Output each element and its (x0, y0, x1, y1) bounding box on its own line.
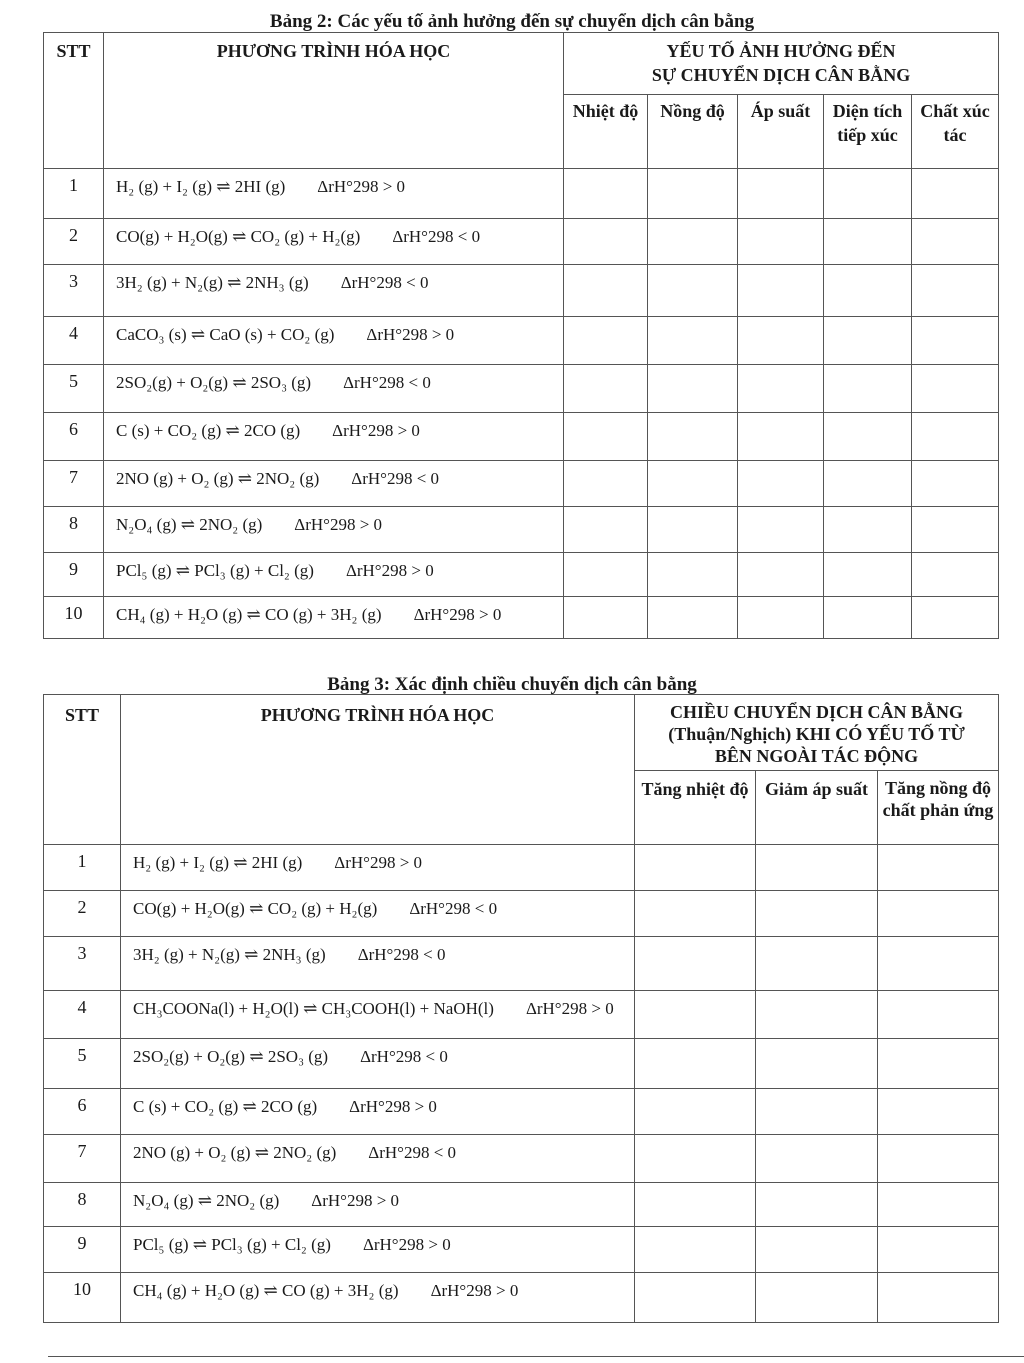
answer-cell[interactable] (738, 461, 824, 507)
answer-cell[interactable] (738, 169, 824, 219)
table2-subheader: Chất xúc tác (912, 95, 999, 169)
answer-cell[interactable] (635, 937, 756, 991)
table3-row (44, 991, 999, 1039)
answer-cell[interactable] (878, 1089, 999, 1135)
table3-row (44, 1227, 999, 1273)
enthalpy-text: ΔrH°298 > 0 (294, 515, 383, 534)
equation-cell (104, 507, 564, 553)
equation-text: CO(g) + H₂O(g) ⇌ CO₂ (g) + H₂(g) (116, 227, 361, 246)
answer-cell[interactable] (878, 845, 999, 891)
equation-cell (121, 1273, 635, 1323)
enthalpy-text: ΔrH°298 > 0 (349, 1097, 437, 1116)
table3-row (44, 1089, 999, 1135)
equation-text: PCl₅ (g) ⇌ PCl₃ (g) + Cl₂ (g) (133, 1235, 331, 1254)
equation-cell (104, 169, 564, 219)
table3-subheader: Tăng nồng độ chất phản ứng (878, 771, 999, 845)
answer-cell[interactable] (756, 1039, 878, 1089)
equation-text: CaCO₃ (s) ⇌ CaO (s) + CO₂ (g) (116, 325, 335, 344)
answer-cell[interactable] (756, 991, 878, 1039)
table2-row (44, 169, 999, 219)
table2-header-factors-line2: SỰ CHUYỂN DỊCH CÂN BẰNG (651, 65, 911, 85)
answer-cell[interactable] (738, 365, 824, 413)
row-number: 2 (44, 891, 121, 937)
answer-cell[interactable] (756, 1183, 878, 1227)
answer-cell[interactable] (648, 507, 738, 553)
page-bottom-divider (48, 1356, 1024, 1357)
row-number: 7 (44, 461, 104, 507)
answer-cell[interactable] (564, 553, 648, 597)
answer-cell[interactable] (824, 461, 912, 507)
answer-cell[interactable] (912, 365, 999, 413)
enthalpy-text: ΔrH°298 > 0 (311, 1191, 400, 1210)
equation-text: CH₄ (g) + H₂O (g) ⇌ CO (g) + 3H₂ (g) (133, 1281, 399, 1300)
table2-row (44, 265, 999, 317)
equation-text: 3H₂ (g) + N₂(g) ⇌ 2NH₃ (g) (116, 273, 309, 292)
row-number: 4 (44, 317, 104, 365)
answer-cell[interactable] (878, 891, 999, 937)
enthalpy-text: ΔrH°298 < 0 (360, 1047, 448, 1066)
answer-cell[interactable] (648, 461, 738, 507)
table2-row (44, 553, 999, 597)
equation-cell (121, 1183, 635, 1227)
answer-cell[interactable] (564, 461, 648, 507)
equation-text: 2SO₂(g) + O₂(g) ⇌ 2SO₃ (g) (133, 1047, 329, 1066)
table2-row (44, 365, 999, 413)
answer-cell[interactable] (738, 265, 824, 317)
row-number: 3 (44, 937, 121, 991)
answer-cell[interactable] (564, 317, 648, 365)
answer-cell[interactable] (738, 219, 824, 265)
row-number: 2 (44, 219, 104, 265)
answer-cell[interactable] (635, 991, 756, 1039)
answer-cell[interactable] (824, 265, 912, 317)
equation-text: N₂O₄ (g) ⇌ 2NO₂ (g) (116, 515, 263, 534)
answer-cell[interactable] (824, 169, 912, 219)
table2-subheader: Áp suất (738, 95, 824, 169)
equation-cell (104, 365, 564, 413)
table3-header-direction-line3: BÊN NGOÀI TÁC ĐỘNG (714, 746, 919, 766)
row-number: 6 (44, 1089, 121, 1135)
table3-row (44, 891, 999, 937)
table3-header-equation: PHƯƠNG TRÌNH HÓA HỌC (121, 695, 635, 845)
table2-header-factors (564, 33, 999, 95)
equation-text: N₂O₄ (g) ⇌ 2NO₂ (g) (133, 1191, 280, 1210)
table3-subheader: Tăng nhiệt độ (635, 771, 756, 845)
answer-cell[interactable] (564, 219, 648, 265)
equation-text: C (s) + CO₂ (g) ⇌ 2CO (g) (133, 1097, 318, 1116)
answer-cell[interactable] (824, 413, 912, 461)
answer-cell[interactable] (756, 1135, 878, 1183)
answer-cell[interactable] (648, 597, 738, 639)
enthalpy-text: ΔrH°298 > 0 (525, 999, 614, 1018)
answer-cell[interactable] (635, 1227, 756, 1273)
table2-header-factors-line1: YẾU TỐ ẢNH HƯỞNG ĐẾN (666, 41, 896, 61)
table2 (43, 32, 999, 639)
table3-row (44, 937, 999, 991)
answer-cell[interactable] (912, 265, 999, 317)
answer-cell[interactable] (912, 219, 999, 265)
answer-cell[interactable] (635, 1089, 756, 1135)
row-number: 8 (44, 1183, 121, 1227)
equation-cell (121, 937, 635, 991)
answer-cell[interactable] (912, 507, 999, 553)
equation-text: PCl₅ (g) ⇌ PCl₃ (g) + Cl₂ (g) (116, 561, 314, 580)
enthalpy-text: ΔrH°298 > 0 (317, 177, 406, 196)
answer-cell[interactable] (756, 845, 878, 891)
row-number: 1 (44, 845, 121, 891)
table2-header-equation: PHƯƠNG TRÌNH HÓA HỌC (104, 33, 564, 169)
answer-cell[interactable] (635, 845, 756, 891)
answer-cell[interactable] (878, 1227, 999, 1273)
equation-text: C (s) + CO₂ (g) ⇌ 2CO (g) (116, 421, 301, 440)
answer-cell[interactable] (738, 553, 824, 597)
row-number: 10 (44, 597, 104, 639)
table2-row (44, 597, 999, 639)
row-number: 5 (44, 365, 104, 413)
equation-text: H₂ (g) + I₂ (g) ⇌ 2HI (g) (116, 177, 286, 196)
equation-text: CO(g) + H₂O(g) ⇌ CO₂ (g) + H₂(g) (133, 899, 378, 918)
equation-text: CH₃COONa(l) + H₂O(l) ⇌ CH₃COOH(l) + NaOH(l) (133, 999, 494, 1018)
answer-cell[interactable] (878, 1183, 999, 1227)
enthalpy-text: ΔrH°298 > 0 (413, 605, 502, 624)
table2-row (44, 507, 999, 553)
equation-cell (121, 1039, 635, 1089)
equation-text: 2NO (g) + O₂ (g) ⇌ 2NO₂ (g) (116, 469, 320, 488)
table3-title: Bảng 3: Xác định chiều chuyển dịch cân bằng (327, 674, 697, 695)
row-number: 10 (44, 1273, 121, 1323)
equation-cell (121, 891, 635, 937)
table2-subheader: Nồng độ (648, 95, 738, 169)
answer-cell[interactable] (635, 1135, 756, 1183)
answer-cell[interactable] (878, 1039, 999, 1089)
enthalpy-text: ΔrH°298 > 0 (345, 561, 434, 580)
answer-cell[interactable] (648, 219, 738, 265)
answer-cell[interactable] (912, 413, 999, 461)
table2-header-stt: STT (44, 33, 104, 169)
answer-cell[interactable] (824, 553, 912, 597)
answer-cell[interactable] (756, 1273, 878, 1323)
table3-row (44, 1183, 999, 1227)
enthalpy-text: ΔrH°298 < 0 (357, 945, 446, 964)
answer-cell[interactable] (635, 891, 756, 937)
answer-cell[interactable] (824, 507, 912, 553)
enthalpy-text: ΔrH°298 < 0 (409, 899, 498, 918)
equation-cell (104, 317, 564, 365)
answer-cell[interactable] (912, 597, 999, 639)
answer-cell[interactable] (756, 937, 878, 991)
row-number: 6 (44, 413, 104, 461)
answer-cell[interactable] (878, 991, 999, 1039)
table2-subheader: Nhiệt độ (564, 95, 648, 169)
equation-text: CH₄ (g) + H₂O (g) ⇌ CO (g) + 3H₂ (g) (116, 605, 382, 624)
answer-cell[interactable] (824, 597, 912, 639)
answer-cell[interactable] (635, 1039, 756, 1089)
equation-cell (121, 845, 635, 891)
table2-row (44, 461, 999, 507)
row-number: 3 (44, 265, 104, 317)
enthalpy-text: ΔrH°298 < 0 (392, 227, 481, 246)
answer-cell[interactable] (564, 507, 648, 553)
enthalpy-text: ΔrH°298 > 0 (366, 325, 455, 344)
equation-cell (121, 1089, 635, 1135)
table2-row (44, 219, 999, 265)
table3 (43, 694, 999, 1323)
answer-cell[interactable] (635, 1183, 756, 1227)
answer-cell[interactable] (912, 461, 999, 507)
table2-title: Bảng 2: Các yếu tố ảnh hưởng đến sự chuyển dịch cân bằng (269, 11, 755, 32)
equation-text: 3H₂ (g) + N₂(g) ⇌ 2NH₃ (g) (133, 945, 326, 964)
row-number: 9 (44, 1227, 121, 1273)
table2-subheader: Diện tích tiếp xúc (824, 95, 912, 169)
table3-header-direction-line1: CHIỀU CHUYỂN DỊCH CÂN BẰNG (669, 702, 964, 722)
answer-cell[interactable] (648, 413, 738, 461)
table3-row (44, 1273, 999, 1323)
answer-cell[interactable] (648, 553, 738, 597)
answer-cell[interactable] (824, 219, 912, 265)
answer-cell[interactable] (756, 1089, 878, 1135)
answer-cell[interactable] (648, 365, 738, 413)
equation-cell (104, 553, 564, 597)
answer-cell[interactable] (738, 597, 824, 639)
enthalpy-text: ΔrH°298 > 0 (362, 1235, 451, 1254)
equation-text: H₂ (g) + I₂ (g) ⇌ 2HI (g) (133, 853, 303, 872)
equation-cell (104, 265, 564, 317)
answer-cell[interactable] (635, 1273, 756, 1323)
equation-cell (104, 597, 564, 639)
answer-cell[interactable] (878, 1135, 999, 1183)
answer-cell[interactable] (912, 169, 999, 219)
enthalpy-text: ΔrH°298 < 0 (343, 373, 431, 392)
answer-cell[interactable] (756, 891, 878, 937)
answer-cell[interactable] (738, 317, 824, 365)
enthalpy-text: ΔrH°298 > 0 (430, 1281, 519, 1300)
answer-cell[interactable] (648, 317, 738, 365)
equation-text: 2NO (g) + O₂ (g) ⇌ 2NO₂ (g) (133, 1143, 337, 1162)
table3-subheader: Giảm áp suất (756, 771, 878, 845)
table2-row (44, 317, 999, 365)
enthalpy-text: ΔrH°298 > 0 (332, 421, 420, 440)
table3-row (44, 845, 999, 891)
answer-cell[interactable] (564, 169, 648, 219)
enthalpy-text: ΔrH°298 < 0 (340, 273, 429, 292)
equation-cell (104, 219, 564, 265)
equation-text: 2SO₂(g) + O₂(g) ⇌ 2SO₃ (g) (116, 373, 312, 392)
equation-cell (121, 991, 635, 1039)
answer-cell[interactable] (912, 317, 999, 365)
table3-header-stt: STT (44, 695, 121, 845)
row-number: 5 (44, 1039, 121, 1089)
enthalpy-text: ΔrH°298 > 0 (334, 853, 423, 872)
row-number: 8 (44, 507, 104, 553)
answer-cell[interactable] (564, 597, 648, 639)
row-number: 4 (44, 991, 121, 1039)
table3-header-direction (635, 695, 999, 771)
answer-cell[interactable] (878, 937, 999, 991)
equation-cell (104, 413, 564, 461)
answer-cell[interactable] (824, 365, 912, 413)
enthalpy-text: ΔrH°298 < 0 (368, 1143, 457, 1162)
answer-cell[interactable] (564, 365, 648, 413)
equation-cell (121, 1227, 635, 1273)
answer-cell[interactable] (564, 265, 648, 317)
row-number: 7 (44, 1135, 121, 1183)
table2-row (44, 413, 999, 461)
row-number: 9 (44, 553, 104, 597)
table3-header-direction-line2: (Thuận/Nghịch) KHI CÓ YẾU TỐ TỪ (668, 724, 965, 744)
answer-cell[interactable] (564, 413, 648, 461)
equation-cell (121, 1135, 635, 1183)
answer-cell[interactable] (912, 553, 999, 597)
answer-cell[interactable] (756, 1227, 878, 1273)
table3-row (44, 1039, 999, 1089)
equation-cell (104, 461, 564, 507)
answer-cell[interactable] (648, 265, 738, 317)
row-number: 1 (44, 169, 104, 219)
answer-cell[interactable] (738, 507, 824, 553)
table3-row (44, 1135, 999, 1183)
enthalpy-text: ΔrH°298 < 0 (351, 469, 440, 488)
answer-cell[interactable] (648, 169, 738, 219)
answer-cell[interactable] (738, 413, 824, 461)
answer-cell[interactable] (824, 317, 912, 365)
answer-cell[interactable] (878, 1273, 999, 1323)
